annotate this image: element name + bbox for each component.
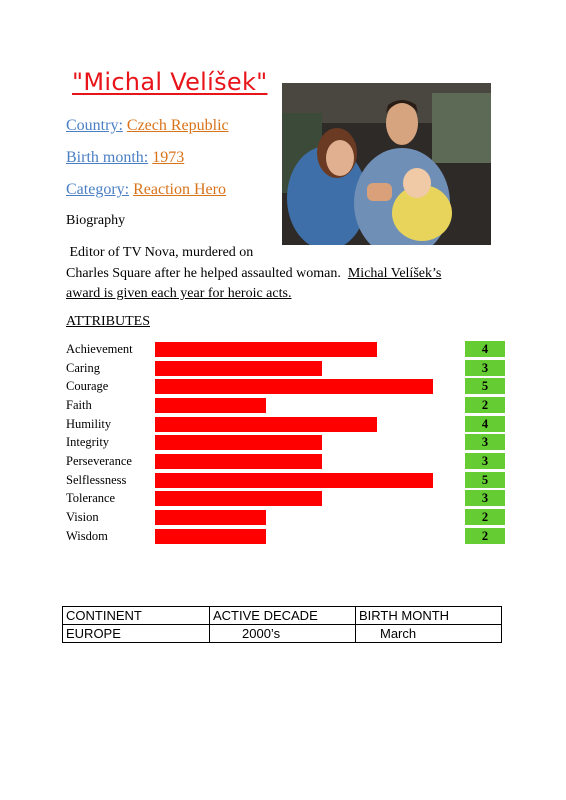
attribute-row <box>66 434 506 453</box>
attribute-score: 3 <box>465 360 505 376</box>
category-label: Category: <box>66 181 130 198</box>
attribute-bar <box>155 529 266 544</box>
attribute-bar <box>155 417 377 432</box>
value-continent: EUROPE <box>63 625 210 643</box>
attribute-row <box>66 341 506 360</box>
attribute-name: Achievement <box>66 342 133 356</box>
birth-month-line <box>66 149 184 167</box>
attribute-bar <box>155 361 322 376</box>
attribute-name: Vision <box>66 509 99 524</box>
biography-text <box>66 243 496 305</box>
category-line <box>66 181 226 199</box>
country-value[interactable]: Czech Republic <box>126 117 229 134</box>
family-photo <box>282 83 491 245</box>
attribute-row <box>66 509 506 528</box>
biography-line-2: Charles Square after he helped assaulted woman. <box>66 265 348 281</box>
birth-month-value[interactable]: 1973 <box>152 149 185 166</box>
attribute-bar <box>155 435 322 450</box>
attribute-row <box>66 360 506 379</box>
attribute-score: 3 <box>465 490 505 506</box>
attribute-bar <box>155 473 433 488</box>
attribute-row <box>66 397 506 416</box>
value-active-decade: 2000’s <box>210 625 356 643</box>
header-continent: CONTINENT <box>63 607 210 625</box>
attribute-score: 5 <box>465 378 505 394</box>
header-birth-month: BIRTH MONTH <box>356 607 502 625</box>
attribute-name: Humility <box>66 416 112 431</box>
attribute-bar <box>155 342 377 357</box>
info-table-value-row <box>63 625 502 643</box>
category-value[interactable]: Reaction Hero <box>133 181 226 198</box>
attribute-bar <box>155 398 266 413</box>
attribute-score: 5 <box>465 472 505 488</box>
biography-line-3: award is given each year for heroic acts. <box>66 286 292 301</box>
attribute-row <box>66 528 506 547</box>
attribute-name: Caring <box>66 360 101 375</box>
attribute-name: Tolerance <box>66 491 116 506</box>
attribute-row <box>66 378 506 397</box>
attribute-score: 4 <box>465 416 505 432</box>
biography-line-1: Editor of TV Nova, murdered on <box>66 245 254 260</box>
attribute-score: 3 <box>465 434 505 450</box>
attribute-row <box>66 453 506 472</box>
attribute-bar <box>155 491 322 506</box>
attribute-bar <box>155 379 433 394</box>
attribute-name: Faith <box>66 397 92 412</box>
attribute-name: Integrity <box>66 435 110 450</box>
attribute-score: 2 <box>465 509 505 525</box>
biography-link-name: Michal Velíšek’s <box>347 265 442 281</box>
attribute-bar <box>155 510 266 525</box>
birth-month-label: Birth month: <box>66 149 149 166</box>
value-birth-month: March <box>356 625 502 643</box>
attribute-row <box>66 472 506 491</box>
attribute-name: Wisdom <box>66 528 108 543</box>
attribute-score: 2 <box>465 397 505 413</box>
attribute-score: 4 <box>465 341 505 357</box>
attribute-score: 2 <box>465 528 505 544</box>
attribute-row <box>66 490 506 509</box>
info-table <box>62 606 502 643</box>
info-table-header-row <box>63 607 502 625</box>
attribute-bar <box>155 454 322 469</box>
biography-heading: Biography <box>66 213 126 228</box>
hero-name-title: "Michal Velíšek" <box>72 68 268 96</box>
attribute-name: Courage <box>66 379 109 394</box>
country-line <box>66 117 229 135</box>
country-label: Country: <box>66 117 123 134</box>
attributes-heading: ATTRIBUTES <box>66 314 150 329</box>
header-active-decade: ACTIVE DECADE <box>210 607 356 625</box>
attribute-name: Selflessness <box>66 472 127 487</box>
attribute-name: Perseverance <box>66 453 132 468</box>
attribute-row <box>66 416 506 435</box>
attribute-score: 3 <box>465 453 505 469</box>
